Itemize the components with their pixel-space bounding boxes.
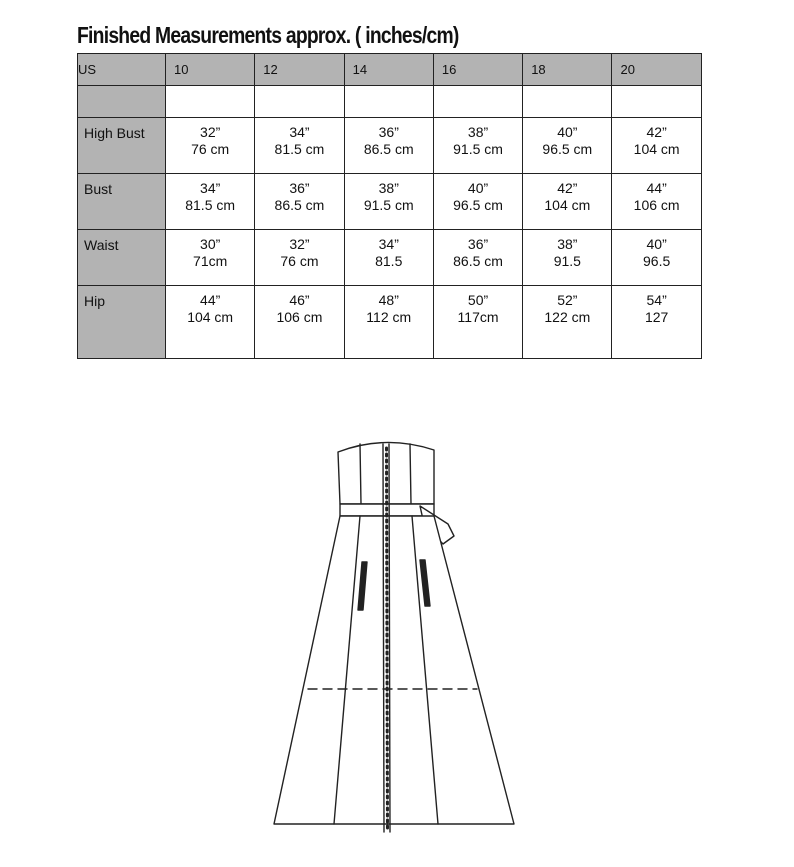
cell-inches: 46”	[289, 292, 310, 308]
blank-row	[78, 86, 702, 118]
table-cell	[612, 118, 701, 174]
cell-inches: 42”	[646, 124, 667, 140]
table-cell	[433, 286, 522, 359]
cell-inches: 30”	[200, 236, 221, 252]
cell-cm: 76 cm	[280, 253, 319, 269]
cell-inches: 38”	[467, 124, 489, 140]
header-size-20: 20	[612, 54, 701, 86]
blank-cell	[523, 86, 612, 118]
cell-cm: 91.5 cm	[363, 197, 414, 213]
row-high-bust	[78, 118, 702, 174]
cell-cm: 91.5	[553, 253, 581, 269]
cell-cm: 96.5	[643, 253, 671, 269]
measurements-table	[77, 53, 702, 359]
row-hip	[78, 286, 702, 359]
table-cell	[433, 118, 522, 174]
cell-inches: 36”	[289, 180, 310, 196]
table-cell	[612, 174, 701, 230]
blank-cell	[433, 86, 522, 118]
cell-inches: 38”	[378, 180, 399, 196]
cell-cm: 71cm	[193, 253, 228, 269]
row-label-waist: Waist	[78, 230, 166, 286]
cell-inches: 34”	[378, 236, 399, 252]
cell-cm: 86.5 cm	[363, 141, 414, 157]
table-cell	[523, 118, 612, 174]
row-label-hip: Hip	[78, 286, 166, 359]
cell-inches: 48”	[378, 292, 399, 308]
cell-inches: 40”	[467, 180, 489, 196]
row-bust	[78, 174, 702, 230]
cell-cm: 104 cm	[187, 309, 234, 325]
table-cell	[523, 174, 612, 230]
cell-inches: 40”	[646, 236, 667, 252]
header-size-16: 16	[433, 54, 522, 86]
cell-cm: 96.5 cm	[542, 141, 593, 157]
table-header-row	[78, 54, 702, 86]
cell-inches: 34”	[289, 124, 310, 140]
cell-inches: 38”	[557, 236, 578, 252]
cell-cm: 104 cm	[633, 141, 680, 157]
cell-inches: 44”	[200, 292, 221, 308]
cell-cm: 81.5 cm	[274, 141, 325, 157]
blank-cell	[344, 86, 433, 118]
table-cell	[344, 118, 433, 174]
cell-inches: 36”	[467, 236, 489, 252]
table-cell	[523, 230, 612, 286]
table-cell	[166, 286, 255, 359]
blank-cell	[612, 86, 701, 118]
blank-label-cell	[78, 86, 166, 118]
table-cell	[255, 174, 344, 230]
cell-inches: 42”	[557, 180, 578, 196]
table-cell	[523, 286, 612, 359]
header-size-12: 12	[255, 54, 344, 86]
cell-inches: 34”	[200, 180, 221, 196]
blank-cell	[166, 86, 255, 118]
cell-inches: 52”	[557, 292, 578, 308]
cell-cm: 106 cm	[276, 309, 323, 325]
cell-cm: 81.5	[375, 253, 403, 269]
header-size-10: 10	[166, 54, 255, 86]
cell-inches: 40”	[557, 124, 578, 140]
row-label-high-bust: High Bust	[78, 118, 166, 174]
header-size-14: 14	[344, 54, 433, 86]
table-cell	[255, 230, 344, 286]
cell-cm: 122 cm	[544, 309, 591, 325]
cell-inches: 54”	[646, 292, 667, 308]
table-cell	[433, 230, 522, 286]
page-title: Finished Measurements approx. ( inches/cm)	[77, 22, 459, 48]
header-us-label: US	[78, 54, 166, 86]
cell-inches: 36”	[378, 124, 399, 140]
cell-inches: 32”	[200, 124, 221, 140]
cell-cm: 104 cm	[544, 197, 591, 213]
cell-inches: 44”	[646, 180, 667, 196]
table-cell	[255, 286, 344, 359]
cell-inches: 32”	[289, 236, 310, 252]
header-size-18: 18	[523, 54, 612, 86]
row-label-bust: Bust	[78, 174, 166, 230]
cell-cm: 91.5 cm	[453, 141, 503, 157]
table-cell	[433, 174, 522, 230]
cell-cm: 86.5 cm	[453, 253, 503, 269]
table-cell	[612, 286, 701, 359]
cell-cm: 127	[644, 309, 669, 325]
cell-inches: 50”	[467, 292, 489, 308]
table-cell	[344, 286, 433, 359]
row-waist	[78, 230, 702, 286]
cell-cm: 112 cm	[366, 309, 412, 325]
table-cell	[166, 174, 255, 230]
table-cell	[344, 230, 433, 286]
cell-cm: 76 cm	[191, 141, 230, 157]
table-cell	[255, 118, 344, 174]
cell-cm: 86.5 cm	[274, 197, 325, 213]
strapless-gown-back-view-icon	[260, 432, 530, 842]
cell-cm: 96.5 cm	[453, 197, 503, 213]
table-cell	[166, 118, 255, 174]
blank-cell	[255, 86, 344, 118]
table-cell	[166, 230, 255, 286]
cell-cm: 106 cm	[633, 197, 680, 213]
table-cell	[344, 174, 433, 230]
cell-cm: 117cm	[457, 309, 499, 325]
cell-cm: 81.5 cm	[185, 197, 236, 213]
table-cell	[612, 230, 701, 286]
